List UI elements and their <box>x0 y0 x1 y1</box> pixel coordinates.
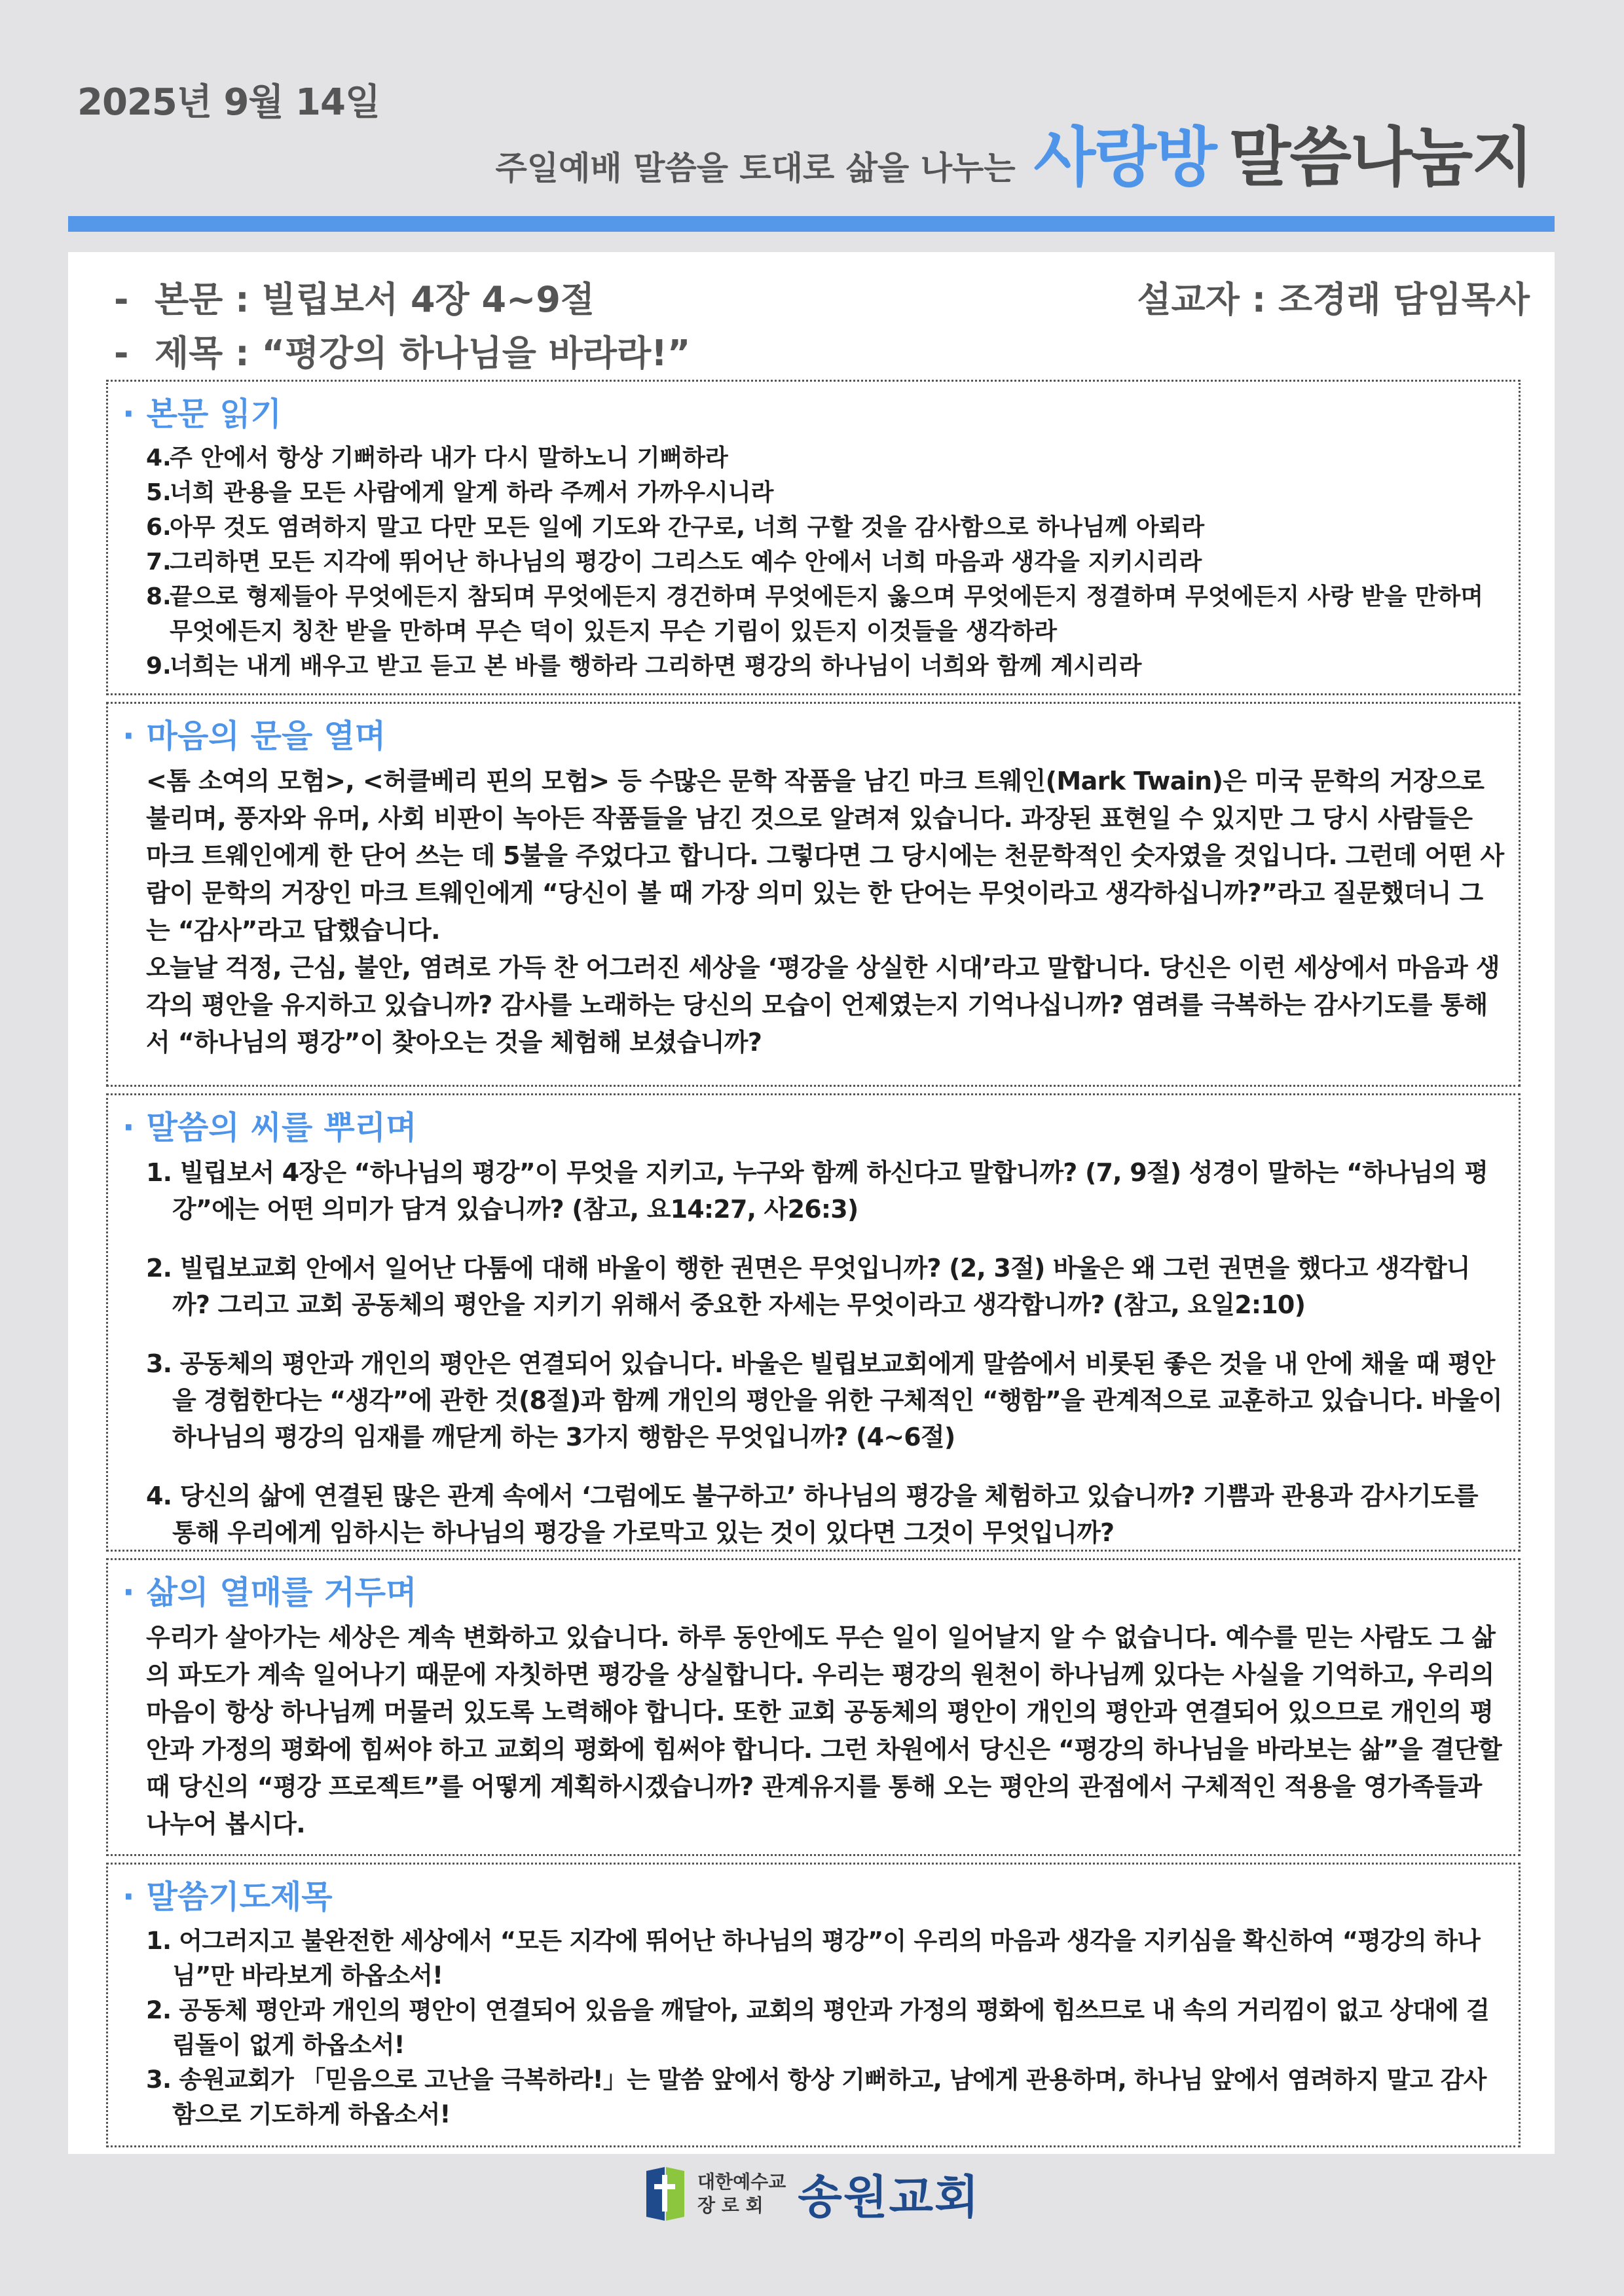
prayer-text: 송원교회가 「믿음으로 고난을 극복하라!」는 말씀 앞에서 항상 기뻐하고, 남에게 관용하며, 하나님 앞에서 염려하지 말고 감사함으로 기도하게 하옵소서! <box>172 2066 1486 2128</box>
heading-accent: 사랑방 <box>1033 120 1216 195</box>
verse-item <box>146 545 1504 579</box>
prayer-list <box>122 1923 1504 2132</box>
opening-section <box>106 702 1521 1087</box>
section-title <box>122 1108 1504 1148</box>
heading-main: 말씀나눔지 <box>1228 120 1532 195</box>
section-title-text: 본문 읽기 <box>146 395 282 433</box>
question-item <box>146 1345 1504 1455</box>
bullet-dot: · <box>122 395 135 433</box>
bulletin-date: 2025년 9월 14일 <box>77 81 380 124</box>
bulletin-heading <box>496 106 1533 198</box>
preacher: 설교자 : 조경래 담임목사 <box>1137 279 1530 320</box>
section-title <box>122 395 1504 434</box>
prayer-section <box>106 1863 1521 2147</box>
verse-text: 아무 것도 염려하지 말고 다만 모든 일에 기도와 간구로, 너희 구할 것을 감사함으로 하나님께 아뢰라 <box>170 514 1205 541</box>
prayer-text: 어그러지고 불완전한 세상에서 “모든 지각에 뛰어난 하나님의 평강”이 우리의 마음과 생각을 지키심을 확신하여 “평강의 하나님”만 바라보게 하옵소서! <box>172 1927 1481 1990</box>
opening-paragraph: 오늘날 걱정, 근심, 불안, 염려로 가득 찬 어그러진 세상을 ‘평강을 상실한 시대’라고 말합니다. 당신은 이런 세상에서 마음과 생각의 평안을 유지하고 있습니까? 감사를 노래하는 당신의 모습이 언제였는지 기억나십니까? 염려를 극복하는 감사기도를 통해서 “하나님의 평강”이 찾아오는 것을 체험해 보셨습니까? <box>146 953 1500 1057</box>
verse-item <box>146 475 1504 510</box>
question-text: 빌립보교회 안에서 일어난 다툼에 대해 바울이 행한 권면은 무엇입니까? (2, 3절) 바울은 왜 그런 권면을 했다고 생각합니까? 그리고 교회 공동체의 평안을 지키기 위해서 중요한 자세는 무엇이라고 생각합니까? (참고, 요일2:10) <box>172 1254 1470 1319</box>
prayer-number: 2. <box>146 1996 172 2024</box>
question-item <box>146 1250 1504 1323</box>
bullet-dot: · <box>122 718 135 755</box>
question-number: 2. <box>146 1254 172 1283</box>
prayer-text: 공동체 평안과 개인의 평안이 연결되어 있음을 깨달아, 교회의 평안과 가정의 평화에 힘쓰므로 내 속의 거리낌이 없고 상대에 걸림돌이 없게 하옵소서! <box>172 1996 1489 2059</box>
dash-marker: - <box>114 333 129 374</box>
question-item <box>146 1478 1504 1551</box>
question-item <box>146 1154 1504 1228</box>
cross-book-icon <box>645 2166 686 2222</box>
church-name: 송원교회 <box>798 2170 980 2224</box>
section-title-text: 말씀의 씨를 뿌리며 <box>146 1109 417 1146</box>
bullet-dot: · <box>122 1878 135 1916</box>
prayer-item <box>146 1923 1504 1993</box>
heading-subtitle: 주일예배 말씀을 토대로 삶을 나누는 <box>495 149 1016 187</box>
verse-number: 9. <box>146 653 172 680</box>
application-section <box>106 1558 1521 1856</box>
verse-item <box>146 441 1504 475</box>
section-title-text: 말씀기도제목 <box>146 1878 333 1916</box>
church-logo <box>645 2160 980 2227</box>
sermon-title-text: 제목 : “평강의 하나님을 바라라!” <box>155 333 691 374</box>
prayer-item <box>146 1993 1504 2062</box>
verse-text: 주 안에서 항상 기뻐하라 내가 다시 말하노니 기뻐하라 <box>170 445 728 471</box>
denomination-line: 대한예수교 <box>697 2170 786 2193</box>
verse-text: 너희 관용을 모든 사람에게 알게 하라 주께서 가까우시니라 <box>170 479 774 506</box>
dash-marker: - <box>114 279 129 320</box>
verse-number: 4. <box>146 445 172 471</box>
verse-number: 6. <box>146 514 172 541</box>
bullet-dot: · <box>122 1109 135 1146</box>
verse-item <box>146 579 1504 649</box>
bullet-dot: · <box>122 1574 135 1611</box>
prayer-item <box>146 2062 1504 2132</box>
discussion-questions-section <box>106 1093 1521 1552</box>
application-paragraph: 우리가 살아가는 세상은 계속 변화하고 있습니다. 하루 동안에도 무슨 일이 일어날지 알 수 없습니다. 예수를 믿는 사람도 그 삶의 파도가 계속 일어나기 때문에 자칫하면 평강을 상실합니다. 우리는 평강의 원천이 하나님께 있다는 사실을 기억하고, 우리의 마음이 항상 하나님께 머물러 있도록 노력해야 합니다. 또한 교회 공동체의 평안이 개인의 평안과 연결되어 있으므로 개인의 평안과 가정의 평화에 힘써야 하고 교회의 평화에 힘써야 합니다. 그런 차원에서 당신은 “평강의 하나님을 바라보는 삶”을 결단할 때 당신의 “평강 프로젝트”를 어떻게 계획하시겠습니까? 관계유지를 통해 오는 평안의 관점에서 구체적인 적용을 영가족들과 나누어 봅시다. <box>146 1623 1502 1838</box>
section-title-text: 삶의 열매를 거두며 <box>146 1574 417 1611</box>
verse-number: 5. <box>146 479 172 506</box>
content-sheet <box>68 252 1555 2154</box>
verse-text: 그리하면 모든 지각에 뛰어난 하나님의 평강이 그리스도 예수 안에서 너희 마음과 생각을 지키시리라 <box>170 549 1202 575</box>
prayer-number: 1. <box>146 1927 172 1955</box>
sermon-passage-text: 본문 : 빌립보서 4장 4~9절 <box>155 279 595 320</box>
section-title <box>122 1878 1504 1917</box>
question-text: 빌립보서 4장은 “하나님의 평강”이 무엇을 지키고, 누구와 함께 하신다고 말합니까? (7, 9절) 성경이 말하는 “하나님의 평강”에는 어떤 의미가 담겨 있습니까? (참고, 요14:27, 사26:3) <box>172 1158 1488 1224</box>
question-number: 1. <box>146 1158 172 1187</box>
verse-list <box>122 441 1504 683</box>
sermon-passage <box>114 273 690 327</box>
verse-item <box>146 510 1504 545</box>
question-text: 당신의 삶에 연결된 많은 관계 속에서 ‘그럼에도 불구하고’ 하나님의 평강을 체험하고 있습니까? 기쁨과 관용과 감사기도를 통해 우리에게 임하시는 하나님의 평강을 가로막고 있는 것이 있다면 그것이 무엇입니까? <box>172 1482 1478 1547</box>
question-text: 공동체의 평안과 개인의 평안은 연결되어 있습니다. 바울은 빌립보교회에게 말씀에서 비롯된 좋은 것을 내 안에 채울 때 평안을 경험한다는 “생각”에 관한 것(8절)과 함께 개인의 평안을 위한 구체적인 “행함”을 관계적으로 교훈하고 있습니다. 바울이 하나님의 평강의 임재를 깨닫게 하는 3가지 행함은 무엇입니까? (4~6절) <box>172 1349 1502 1451</box>
verse-text: 너희는 내게 배우고 받고 듣고 본 바를 행하라 그리하면 평강의 하나님이 너희와 함께 계시리라 <box>170 653 1142 680</box>
verse-number: 8. <box>146 583 172 610</box>
section-title-text: 마음의 문을 열며 <box>146 718 386 755</box>
verse-number: 7. <box>146 549 172 575</box>
section-title <box>122 1573 1504 1613</box>
scripture-reading-section <box>106 380 1521 695</box>
verse-text: 끝으로 형제들아 무엇에든지 참되며 무엇에든지 경건하며 무엇에든지 옳으며 무엇에든지 정결하며 무엇에든지 사랑 받을 만하며 무엇에든지 칭찬 받을 만하며 무슨 덕이 있든지 무슨 기림이 있든지 이것들을 생각하라 <box>170 583 1484 645</box>
sermon-title <box>114 327 690 380</box>
verse-item <box>146 649 1504 683</box>
section-title <box>122 717 1504 756</box>
prayer-number: 3. <box>146 2066 172 2094</box>
question-list <box>122 1154 1504 1551</box>
opening-paragraph: <톰 소여의 모험>, <허클베리 핀의 모험> 등 수많은 문학 작품을 남긴 마크 트웨인(Mark Twain)은 미국 문학의 거장으로 불리며, 풍자와 유머, 사회 비판이 녹아든 작품들을 남긴 것으로 알려져 있습니다. 과장된 표현일 수 있지만 그 당시 사람들은 마크 트웨인에게 한 단어 쓰는 데 5불을 주었다고 합니다. 그렇다면 그 당시에는 천문학적인 숫자였을 것입니다. 그런데 어떤 사람이 문학의 거장인 마크 트웨인에게 “당신이 볼 때 가장 의미 있는 한 단어는 무엇이라고 생각하십니까?”라고 질문했더니 그는 “감사”라고 답했습니다. <box>146 767 1504 945</box>
question-number: 3. <box>146 1349 172 1378</box>
denomination <box>697 2170 786 2217</box>
header-divider <box>68 216 1555 232</box>
sermon-info <box>114 273 690 380</box>
question-number: 4. <box>146 1482 172 1510</box>
denomination-line: 장 로 회 <box>697 2194 764 2216</box>
